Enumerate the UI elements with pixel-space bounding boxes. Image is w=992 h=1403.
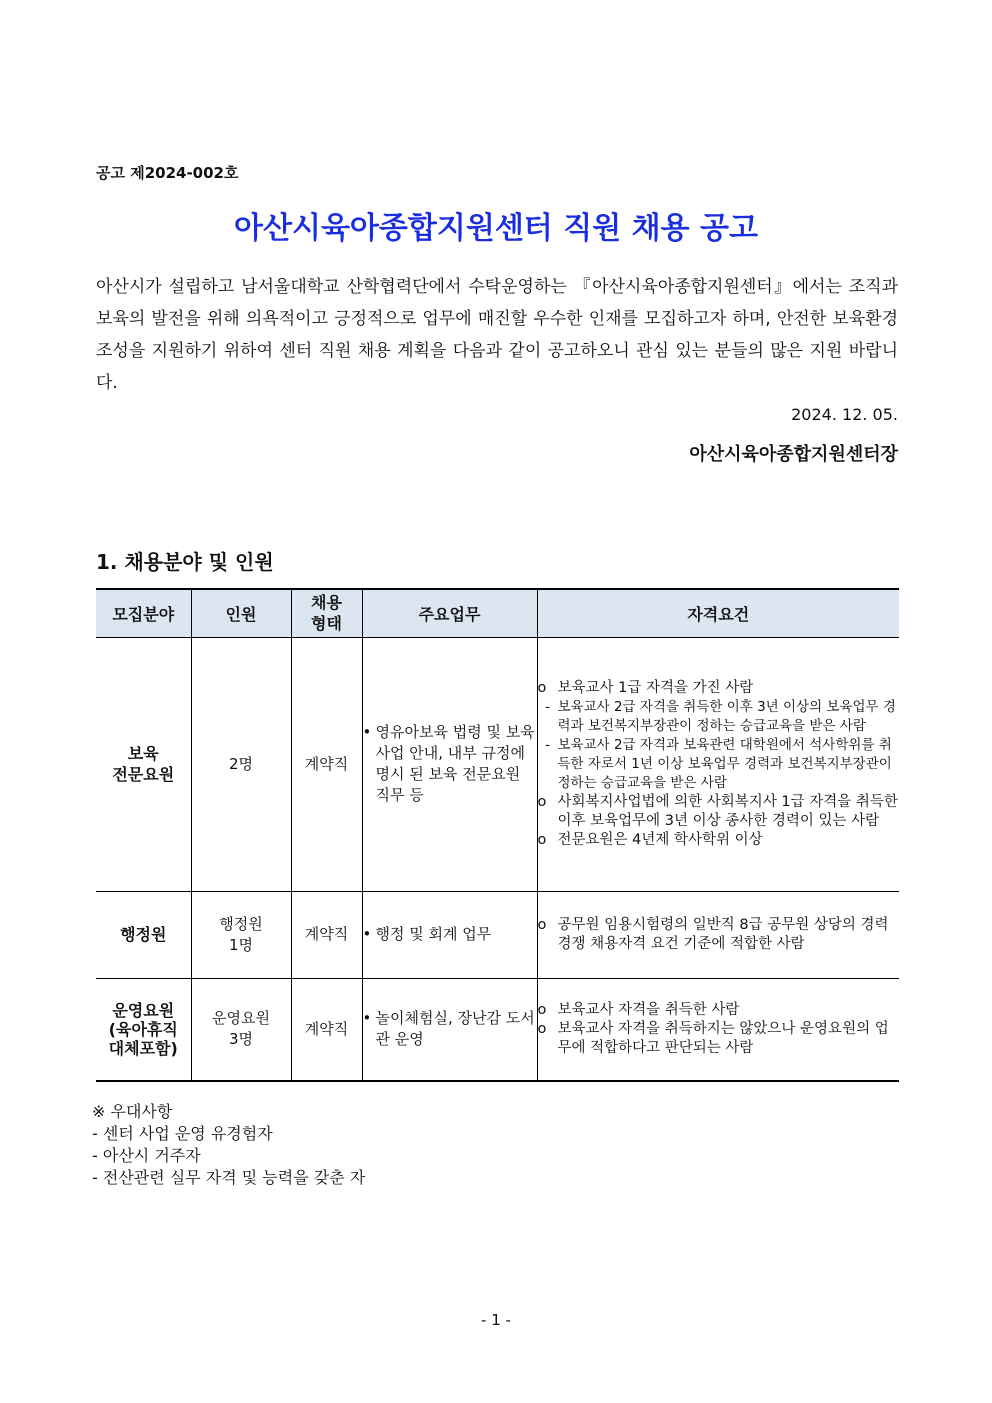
header-count: 인원 [191, 589, 291, 637]
circle-marker-icon: o [537, 916, 547, 933]
cell-field: 보육 전문요원 [96, 637, 191, 891]
table-header-row [96, 589, 899, 637]
dash-marker-icon: - [545, 698, 550, 715]
qual-item [538, 831, 900, 850]
announcement-date: 2024. 12. 05. [791, 405, 898, 424]
qual-text: 보육교사 자격을 취득하지는 않았으나 운영요원의 업무에 적합하다고 판단되는 사람 [557, 1020, 889, 1056]
cell-duty [362, 978, 537, 1081]
qual-text: 보육교사 자격을 취득한 사람 [557, 1001, 740, 1018]
qual-text: 보육교사 2급 자격과 보육관련 대학원에서 석사학위를 취득한 자로서 1년 이상 보육업무 경력과 보건복지부장관이 정하는 승급교육을 받은 사람 [557, 736, 892, 791]
cell-duty [362, 637, 537, 891]
circle-marker-icon: o [537, 831, 547, 848]
cell-type: 계약직 [291, 637, 362, 891]
header-type: 채용 형태 [291, 589, 362, 637]
circle-marker-icon: o [537, 1001, 547, 1018]
duty-text: 행정 및 회계 업무 [375, 925, 492, 943]
qual-item [538, 1001, 900, 1020]
qual-text: 사회복지사업법에 의한 사회복지사 1급 자격을 취득한 이후 보육업무에 3년 이상 종사한 경력이 있는 사람 [557, 793, 898, 829]
cell-field: 행정원 [96, 891, 191, 978]
qual-text: 보육교사 1급 자격을 가진 사람 [557, 679, 754, 696]
cell-type: 계약직 [291, 978, 362, 1081]
page-title: 아산시육아종합지원센터 직원 채용 공고 [234, 211, 758, 246]
cell-count: 행정원 1명 [191, 891, 291, 978]
bullet-icon: • [362, 723, 372, 741]
duty-text: 놀이체험실, 장난감 도서관 운영 [375, 1009, 535, 1049]
preferences-title: ※ 우대사항 [92, 1102, 173, 1121]
table-row [96, 891, 899, 978]
recruitment-table [96, 588, 899, 1082]
preferences-block [92, 1101, 365, 1189]
cell-duty [362, 891, 537, 978]
qual-text: 공무원 임용시험령의 일반직 8급 공무원 상당의 경력 경쟁 채용자격 요건 기준에 적합한 사람 [557, 916, 889, 952]
qual-item [538, 698, 900, 736]
header-field: 모집분야 [96, 589, 191, 637]
qual-item [538, 736, 900, 793]
table-row [96, 978, 899, 1081]
header-duty: 주요업무 [362, 589, 537, 637]
qual-item [538, 679, 900, 698]
qual-item [538, 1020, 900, 1058]
qual-item [538, 793, 900, 831]
circle-marker-icon: o [537, 679, 547, 696]
cell-count: 2명 [191, 637, 291, 891]
cell-field: 운영요원 (육아휴직 대체포함) [96, 978, 191, 1081]
bullet-icon: • [362, 1009, 372, 1028]
dash-marker-icon: - [545, 736, 550, 753]
duty-text: 영유아보육 법령 및 보육사업 안내, 내부 규정에 명시 된 보육 전문요원 직무 등 [375, 723, 535, 804]
notice-number: 공고 제2024-002호 [96, 164, 239, 182]
circle-marker-icon: o [537, 793, 547, 810]
qual-item [538, 916, 900, 954]
cell-qualification [537, 637, 899, 891]
cell-type: 계약직 [291, 891, 362, 978]
cell-qualification [537, 891, 899, 978]
circle-marker-icon: o [537, 1020, 547, 1037]
preference-item: - 전산관련 실무 자격 및 능력을 갖춘 자 [92, 1168, 366, 1187]
preference-item: - 아산시 거주자 [92, 1146, 201, 1165]
preference-item: - 센터 사업 운영 유경험자 [92, 1124, 273, 1143]
cell-count: 운영요원 3명 [191, 978, 291, 1081]
qual-text: 보육교사 2급 자격을 취득한 이후 3년 이상의 보육업무 경력과 보건복지부장관이 정하는 승급교육을 받은 사람 [557, 698, 896, 734]
intro-paragraph: 아산시가 설립하고 남서울대학교 산학협력단에서 수탁운영하는 『아산시육아종합지원센터』에서는 조직과 보육의 발전을 위해 의욕적이고 긍정적으로 업무에 매진할 우수한 인재를 모집하고자 하며, 안전한 보육환경 조성을 지원하기 위하여 센터 직원 채용 계획을 다음과 같이 공고하오니 관심 있는 분들의 많은 지원 바랍니다. [96, 277, 898, 393]
bullet-icon: • [362, 925, 372, 943]
signer: 아산시육아종합지원센터장 [689, 444, 898, 465]
section-title-recruitment: 1. 채용분야 및 인원 [96, 550, 274, 574]
page-number: - 1 - [481, 1311, 511, 1329]
qual-text: 전문요원은 4년제 학사학위 이상 [557, 831, 763, 848]
header-qualification: 자격요건 [537, 589, 899, 637]
table-row [96, 637, 899, 891]
cell-qualification [537, 978, 899, 1081]
